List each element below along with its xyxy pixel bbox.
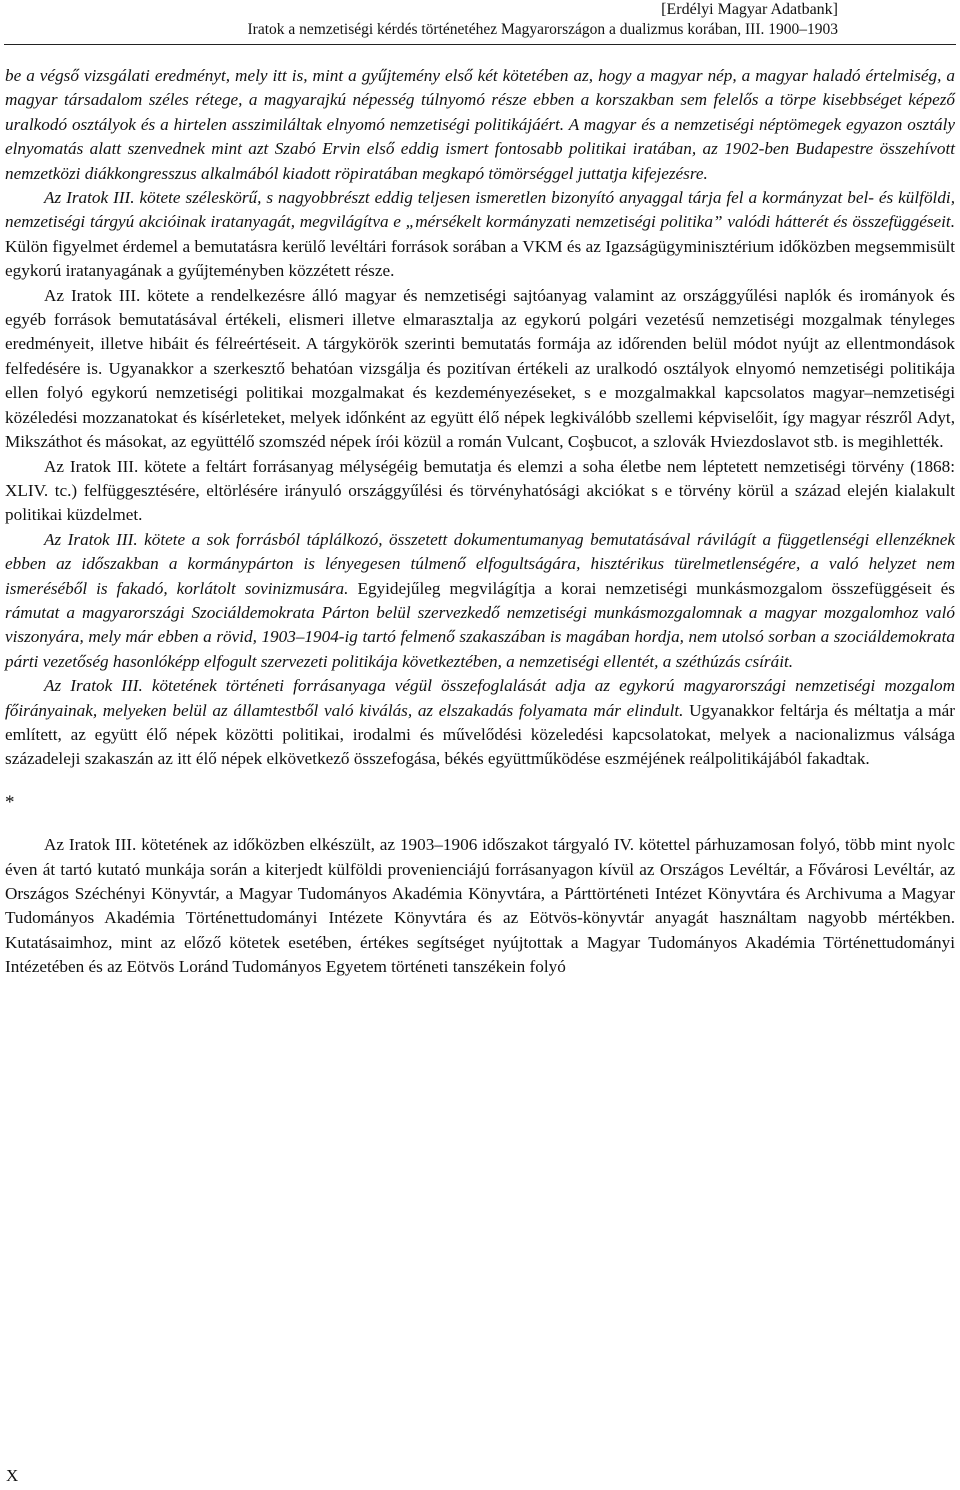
paragraph-4 [5, 455, 955, 528]
paragraph-3-text: Az Iratok III. kötete a rendelkezésre álló magyar és nemzetiségi sajtóanyag valamint az országgyűlési naplók és irományok és egyéb források bemutatásával értékeli, elismeri illetve elmarasztalja az egykorú polgári vezetésű nemzetiségi mozgalmak tényleges eredményeit, illetve hibáit és félreértéseit. A tárgykörök szerinti bemutatás formája az időrenden belül módot nyújt az ellentmondások felfedésére is. Ugyanakkor a szerkesztő behatóan vizsgálja és pozitívan értékeli az uralkodó osztályok elnyomó nemzetiségi politikája ellen folyó egykorú nemzetiségi politikai mozgalmakat és kezdeményezéseket, s e mozgalmakkal kapcsolatos magyar–nemzetiségi közéledési mozzanatokat és kísérleteket, melyek időnként az együtt élő népek legkiválóbb szellemi képviselőit, így magyar részről Adyt, Mikszáthot és másokat, az együttélő szomszéd népek írói közül a román Vulcant, Coşbucot, a szlovák Hviezdoslavot stb. is megihlették. [5, 285, 955, 452]
paragraph-4-text: Az Iratok III. kötete a feltárt forrásanyag mélységéig bemutatja és elemzi a soha életbe nem léptetett nemzetiségi törvény (1868: XLIV. tc.) felfüggesztésére, eltörlésére irányuló országgyűlési és törvényhatósági akciókat s e törvény körül a század elején kialakult politikai küzdelmet. [5, 456, 955, 525]
paragraph-3 [5, 284, 955, 455]
paragraph-2-roman: Külön figyelmet érdemel a bemutatásra kerülő levéltári források sorában a VKM és az Igazságügyminisztérium időközben megsemmisült egykorú iratanyagának a gyűjteményben közzétett része. [5, 236, 955, 281]
paragraph-5-italic-2: rámutat a magyarországi Szociáldemokrata Párton belül szervezkedő nemzetiségi munkásmozgalomnak a magyar mozgalomhoz való viszonyára, mely már ebben a rövid, 1903–1904-ig tartó felmenő szakaszában is magában hordja, nem utolsó sorban a szociáldemokrata párti vezetőség hasonlóképp elfogult szervezeti politikája következtében, a nemzetiségi ellentét, a széthúzás csíráit. [5, 602, 955, 671]
header-book-title: Iratok a nemzetiségi kérdés történetéhez Magyarországon a dualizmus korában, III. 1900–1903 [247, 21, 838, 38]
paragraph-2 [5, 186, 955, 284]
header-source: [Erdélyi Magyar Adatbank] [661, 1, 838, 18]
paragraph-1 [5, 64, 955, 186]
paragraph-6-italic: Az Iratok III. kötetének történeti forrásanyaga végül összefoglalását adja az egykorú magyarországi nemzetiségi mozgalom főirányainak, melyeken belül az államtestből való kiválás, az elszakadás folyamata már elindult. [5, 676, 955, 720]
paragraph-5-roman: Egyidejűleg megvilágítja a korai nemzetiségi munkásmozgalom összefüggéseit és [348, 578, 955, 598]
paragraph-2-italic: Az Iratok III. kötete széleskörű, s nagyobbrészt eddig teljesen ismeretlen bizonyító anyaggal tárja fel a kormányzat bel- és külföldi, nemzetiségi tárgyú akcióinak iratanyagát, megvilágítva e „mérsékelt kormányzati nemzetiségi politika” valódi hátterét és összefüggéseit. [5, 188, 955, 232]
page-number: X [6, 1466, 19, 1485]
running-header [138, 0, 838, 40]
paragraph-5 [5, 528, 955, 674]
paragraph-5-italic: Az Iratok III. kötete a sok forrásból táplálkozó, összetett dokumentumanyag bemutatásával rávilágít a függetlenségi ellenzéknek ebben az időszakban a kormánypárton is lényegesen túlmenő elfogultságára, hisztérikus türelmetlenségére, a való helyzet nem ismeréséből is fakadó, korlátolt sovinizmusára. [5, 529, 955, 598]
section-separator: * [5, 791, 15, 813]
paragraph-1-text: be a végső vizsgálati eredményt, mely itt is, mint a gyűjtemény első két kötetében az, hogy a magyar nép, a magyar haladó értelmiség, a magyar társadalom széles rétege, a magyarajkú népesség túlnyomó része ebben a korszakban sem felelős a törpe kisebbséget képező uralkodó osztályok és a hirtelen asszimiláltak elnyomó nemzetiségi politikájáért. A magyar és a nemzetiségi néptömegek egyazon osztály elnyomatás alatt szenvednek mint azt Szabó Ervin első eddig ismert fontosabb politikai iratában, az 1902-ben Budapestre összehívott nemzetközi diákkongresszus alkalmából kiadott röpiratában megkapó tömörséggel juttatja kifejezésre. [5, 66, 955, 183]
main-text [5, 64, 955, 980]
paragraph-7-text: Az Iratok III. kötetének az időközben elkészült, az 1903–1906 időszakot tárgyaló IV. kötettel párhuzamosan folyó, több mint nyolc éven át tartó kutató munkája során a kiterjedt külföldi provenienciájú forrásanyagon kívül az Országos Levéltár, a Fővárosi Levéltár, az Országos Széchényi Könyvtár, a Magyar Tudományos Akadémia Könyvtára, a Párttörténeti Intézet Könyvtára és Archivuma a Magyar Tudományos Akadémia Történettudományi Intézete Könyvtára és az Eötvös-könyvtár anyagát használtam nagyobb mértékben. Kutatásaimhoz, mint az előző kötetek esetében, értékes segítséget nyújtottak a Magyar Tudományos Akadémia Történettudományi Intézetében és az Eötvös Loránd Tudományos Egyetem történeti tanszékein folyó [5, 835, 955, 977]
header-divider [4, 44, 956, 45]
paragraph-6-roman: Ugyanakkor feltárja és méltatja a már említett, az együtt élő népek közötti politikai, irodalmi és művelődési közeledési kapcsolatokat, melyek a nacionalizmus válsága századeleji szakaszán az itt élő népek elkövetkező összefogása, békés együttműködése eszméjének reálpolitikájából fakadtak. [5, 700, 955, 769]
paragraph-7 [5, 833, 955, 979]
paragraph-6 [5, 674, 955, 772]
